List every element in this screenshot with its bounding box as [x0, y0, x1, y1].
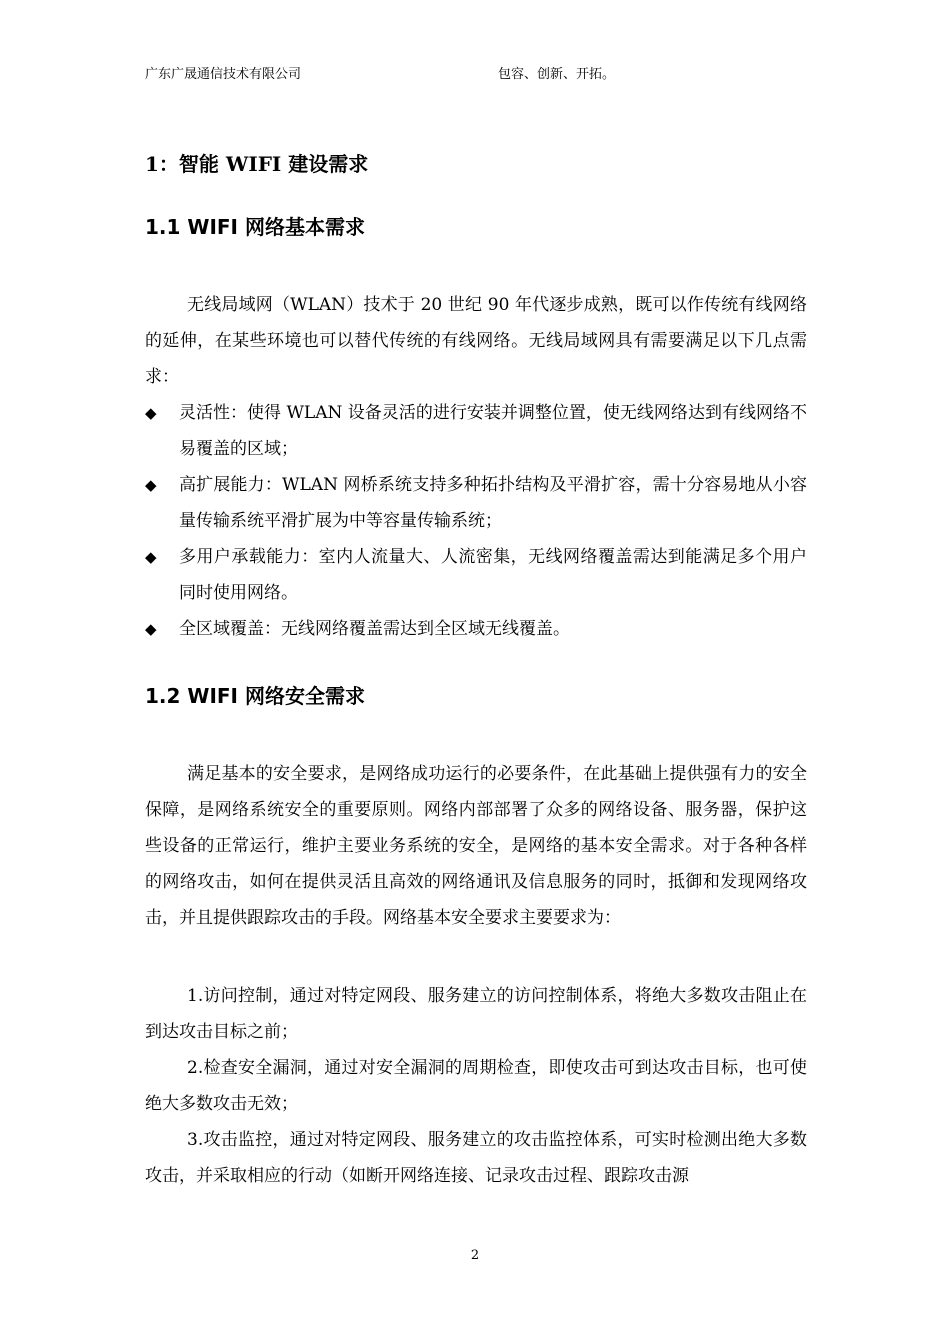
- diamond-bullet-icon: ◆: [145, 404, 157, 422]
- list-item: [145, 467, 807, 539]
- header-company: 广东广晟通信技术有限公司: [145, 67, 302, 82]
- security-item-vulnerability-check: 2.检查安全漏洞，通过对安全漏洞的周期检查，即使攻击可到达攻击目标，也可使绝大多数攻击无效；: [145, 1058, 807, 1114]
- section-1-1-intro: 无线局域网（WLAN）技术于 20 世纪 90 年代逐步成熟，既可以作传统有线网络的延伸，在某些环境也可以替代传统的有线网络。无线局域网具有需要满足以下几点需求：: [145, 295, 807, 387]
- section-1-title: 1：智能 WIFI 建设需求: [145, 152, 369, 176]
- security-item-access-control: 1.访问控制，通过对特定网段、服务建立的访问控制体系，将绝大多数攻击阻止在到达攻击目标之前；: [145, 986, 807, 1042]
- page-number: 2: [470, 1248, 480, 1263]
- security-item-attack-monitoring: 3.攻击监控，通过对特定网段、服务建立的攻击监控体系，可实时检测出绝大多数攻击，并采取相应的行动（如断开网络连接、记录攻击过程、跟踪攻击源: [145, 1130, 807, 1186]
- requirements-list: [145, 395, 807, 647]
- list-item-text: 高扩展能力：WLAN 网桥系统支持多种拓扑结构及平滑扩容，需十分容易地从小容量传输系统平滑扩展为中等容量传输系统；: [179, 475, 807, 531]
- list-item-text: 灵活性：使得 WLAN 设备灵活的进行安装并调整位置，使无线网络达到有线网络不易覆盖的区域；: [179, 403, 807, 459]
- list-item-text: 多用户承载能力：室内人流量大、人流密集，无线网络覆盖需达到能满足多个用户同时使用网络。: [179, 547, 807, 603]
- list-item-text: 全区域覆盖：无线网络覆盖需达到全区域无线覆盖。: [179, 619, 570, 639]
- list-item: [145, 611, 807, 647]
- section-1-2-title: 1.2 WIFI 网络安全需求: [145, 684, 365, 708]
- list-item: [145, 539, 807, 611]
- header-motto: 包容、创新、开拓。: [498, 67, 616, 82]
- list-item: [145, 395, 807, 467]
- section-1-1-title: 1.1 WIFI 网络基本需求: [145, 215, 365, 239]
- section-1-2-intro: 满足基本的安全要求，是网络成功运行的必要条件，在此基础上提供强有力的安全保障，是网络系统安全的重要原则。网络内部部署了众多的网络设备、服务器，保护这些设备的正常运行，维护主要业务系统的安全，是网络的基本安全需求。对于各种各样的网络攻击，如何在提供灵活且高效的网络通讯及信息服务的同时，抵御和发现网络攻击，并且提供跟踪攻击的手段。网络基本安全要求主要要求为：: [145, 764, 807, 928]
- diamond-bullet-icon: ◆: [145, 620, 157, 638]
- diamond-bullet-icon: ◆: [145, 476, 157, 494]
- diamond-bullet-icon: ◆: [145, 548, 157, 566]
